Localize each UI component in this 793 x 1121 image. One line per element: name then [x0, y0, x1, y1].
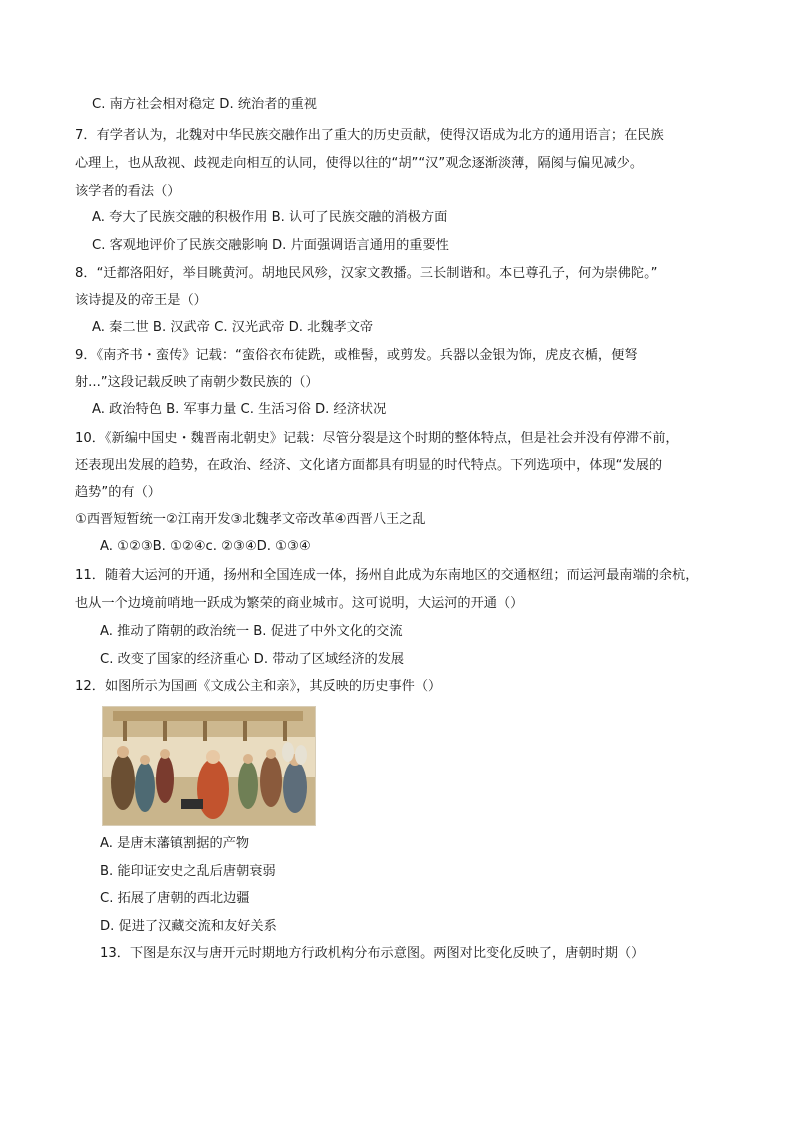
q7-stem-line1: 7．有学者认为，北魏对中华民族交融作出了重大的历史贡献，使得汉语成为北方的通用语言；在民族 [75, 128, 664, 143]
q10-stem-line1: 10．《新编中国史・魏晋南北朝史》记载：尽管分裂是这个时期的整体特点，但是社会并没有停滞不前， [75, 431, 679, 446]
q11-stem-line1: 11．随着大运河的开通，扬州和全国连成一体，扬州自此成为东南地区的交通枢纽；而运河最南端的余杭， [75, 568, 699, 583]
q11-stem-line2: 也从一个边境前哨地一跃成为繁荣的商业城市。这可说明，大运河的开通（） [75, 596, 524, 611]
q9-stem-line2: 射...”这段记载反映了南朝少数民族的（） [75, 375, 319, 390]
q7-stem-line3: 该学者的看法（） [75, 184, 181, 199]
q12-option-b: B. 能印证安史之乱后唐朝衰弱 [100, 864, 276, 879]
q7-stem-line2: 心理上，也从敌视、歧视走向相互的认同，使得以往的“胡”“汉”观念逐渐淡薄，隔阂与偏见减少。 [75, 156, 644, 171]
wencheng-painting-image [102, 706, 316, 826]
q9-options: A. 政治特色 B. 军事力量 C. 生活习俗 D. 经济状况 [92, 402, 387, 417]
q10-stem-line2: 还表现出发展的趋势，在政治、经济、文化诸方面都具有明显的时代特点。下列选项中，体现“发展的 [75, 458, 663, 473]
q9-stem-line1: 9．《南齐书・蛮传》记载：“蛮俗衣布徒跣，或椎髻，或剪发。兵器以金银为饰，虎皮衣楯，便弩 [75, 348, 638, 363]
q11-options-cd: C. 改变了国家的经济重心 D. 带动了区域经济的发展 [100, 652, 405, 667]
q10-stem-line3: 趋势”的有（） [75, 485, 161, 500]
q8-options: A. 秦二世 B. 汉武帝 C. 汉光武帝 D. 北魏孝文帝 [92, 320, 374, 335]
q12-option-d: D. 促进了汉藏交流和友好关系 [100, 919, 277, 934]
q7-options-ab: A. 夸大了民族交融的积极作用 B. 认可了民族交融的消极方面 [92, 210, 448, 225]
q8-stem-line2: 该诗提及的帝王是（） [75, 293, 207, 308]
q12-stem: 12．如图所示为国画《文成公主和亲》，其反映的历史事件（） [75, 679, 442, 694]
q12-option-a: A. 是唐末藩镇割据的产物 [100, 836, 250, 851]
q13-stem: 13．下图是东汉与唐开元时期地方行政机构分布示意图。两图对比变化反映了，唐朝时期（） [100, 946, 645, 961]
q10-items: ①西晋短暂统一②江南开发③北魏孝文帝改革④西晋八王之乱 [75, 512, 426, 527]
q8-stem-line1: 8．“迁都洛阳好，举目眺黄河。胡地民风殄，汉家文教播。三长制谐和。本已尊孔子，何为崇佛陀。” [75, 266, 658, 281]
q10-options: A. ①②③B. ①②④c. ②③④D. ①③④ [100, 539, 311, 554]
q6-options-cd: C. 南方社会相对稳定 D. 统治者的重视 [92, 97, 317, 112]
q12-option-c: C. 拓展了唐朝的西北边疆 [100, 891, 250, 906]
q7-options-cd: C. 客观地评价了民族交融影响 D. 片面强调语言通用的重要性 [92, 238, 449, 253]
q11-options-ab: A. 推动了隋朝的政治统一 B. 促进了中外文化的交流 [100, 624, 403, 639]
